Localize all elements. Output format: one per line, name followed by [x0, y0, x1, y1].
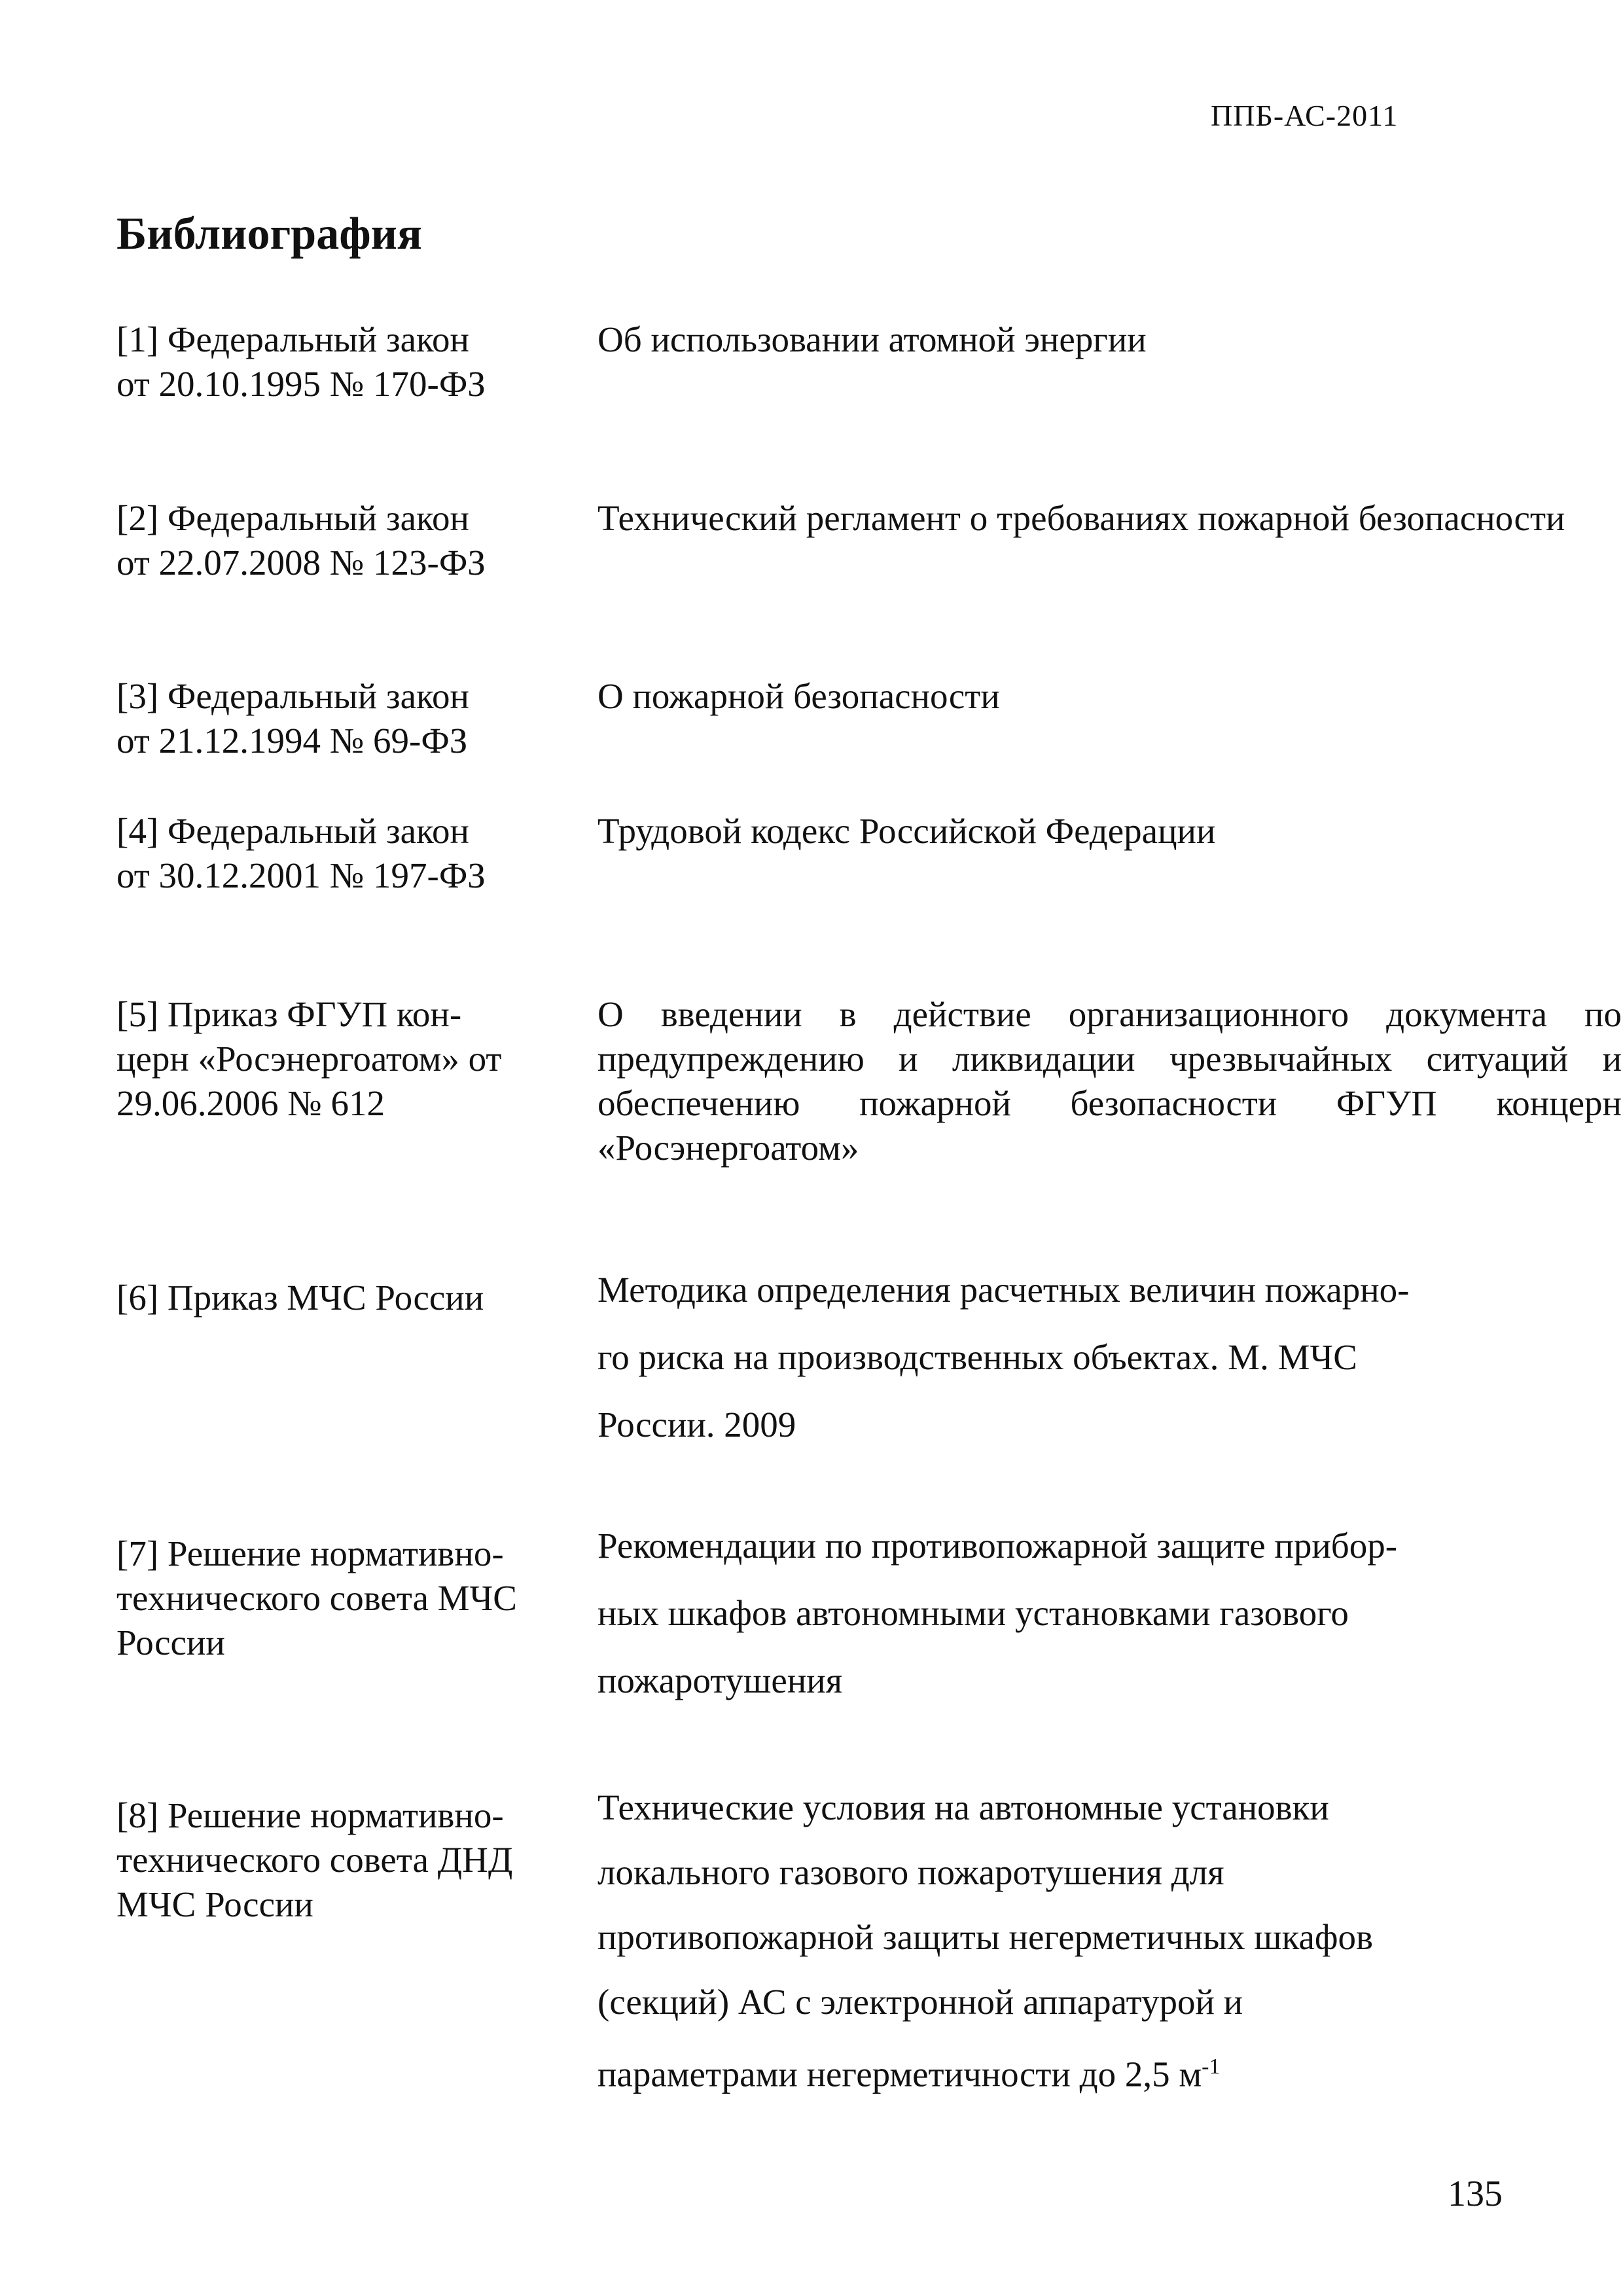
entry-description: Об использовании атомной энергии	[597, 319, 1147, 359]
entry-description: О введении в действие организационного документа по предупреждению и ликвидации чрезвычайных ситуаций и обеспечению пожарной безопасности ФГУП концерн «Росэнергоатом»	[597, 994, 1622, 1168]
entry-reference: [7] Решение нормативно- технического совета МЧС России	[116, 1534, 517, 1662]
entry-reference: [3] Федеральный закон от 21.12.1994 № 69-ФЗ	[116, 676, 469, 761]
entry-description: Рекомендации по противопожарной защите прибор- ных шкафов автономными установками газового пожаротушения	[597, 1526, 1398, 1700]
entry-reference: [5] Приказ ФГУП кон- церн «Росэнергоатом» от 29.06.2006 № 612	[116, 994, 502, 1123]
page-number: 135	[1448, 2174, 1503, 2214]
entry-description: Методика определения расчетных величин пожарно- го риска на производственных объектах. М. МЧС России. 2009	[597, 1270, 1410, 1444]
entry-description: Технический регламент о требованиях пожарной безопасности	[597, 498, 1565, 538]
document-code-header: ППБ-АС-2011	[1211, 99, 1399, 132]
entry-reference: [2] Федеральный закон от 22.07.2008 № 123-ФЗ	[116, 498, 486, 583]
entry-reference: [8] Решение нормативно- технического совета ДНД МЧС России	[116, 1795, 513, 1924]
entry-reference: [6] Приказ МЧС России	[116, 1278, 484, 1318]
page-title: Библиография	[116, 209, 422, 259]
entry-description	[597, 1775, 1622, 2106]
entry-description: О пожарной безопасности	[597, 676, 1000, 716]
entry-reference: [1] Федеральный закон от 20.10.1995 № 170-ФЗ	[116, 319, 486, 404]
entry-description-text: Технические условия на автономные установки локального газового пожаротушения для противопожарной защиты негерметичных шкафов (секций) АС с электронной аппаратурой и параметрами негерметичности до 2,5 м	[597, 1787, 1374, 2094]
entry-description-superscript: -1	[1202, 2054, 1221, 2079]
entry-reference: [4] Федеральный закон от 30.12.2001 № 197-ФЗ	[116, 811, 486, 895]
entry-description: Трудовой кодекс Российской Федерации	[597, 811, 1216, 851]
